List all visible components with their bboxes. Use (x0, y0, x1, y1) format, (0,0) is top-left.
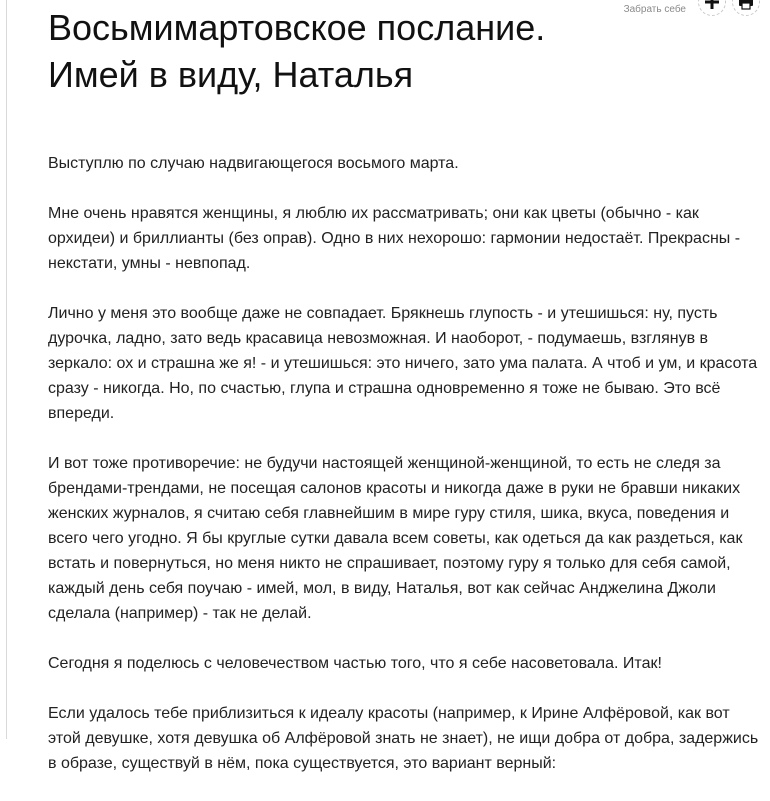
article-title: Восьмимартовское послание. Имей в виду, Наталья (48, 7, 546, 95)
article-body (48, 151, 760, 776)
paragraph: И вот тоже противоречие: не будучи настоящей женщиной-женщиной, то есть не следя за брендами-трендами, не посещая салонов красоты и никогда даже в руки не бравши никаких женских журналов, я считаю себя главнейшим в мире гуру стиля, шика, вкуса, поведения и всего чего угодно. Я бы круглые сутки давала всем советы, как одеться да как раздеться, как встать и повернуться, но меня никто не спрашивает, поэтому гуру я только для себя самой, каждый день себя поучаю - имей, мол, в виду, Наталья, вот как сейчас Анджелина Джоли сделала (например) - так не делай. (48, 455, 743, 622)
paragraph: Выступлю по случаю надвигающегося восьмого марта. (48, 155, 459, 172)
article (48, 0, 760, 801)
paragraph: Мне очень нравятся женщины, я люблю их рассматривать; они как цветы (обычно - как орхидеи) и бриллианты (без оправ). Одно в них нехорошо: гармонии недостаёт. Прекрасны - некстати, умны - невпопад. (48, 205, 741, 272)
save-label[interactable]: Забрать себе (623, 3, 686, 15)
page-border (6, 0, 7, 739)
paragraph: Если удалось тебе приблизиться к идеалу красоты (например, к Ирине Алфёровой, как вот этой девушке, хотя девушка об Алфёровой знать не знает), не ищи добра от добра, задержись в образе, существуй в нём, пока существуется, это вариант верный: (48, 705, 759, 772)
paragraph: Сегодня я поделюсь с человечеством частью того, что я себе насоветовала. Итак! (48, 655, 662, 672)
paragraph: Лично у меня это вообще даже не совпадает. Брякнешь глупость - и утешишься: ну, пусть дурочка, ладно, зато ведь красавица невозможная. И наоборот, - подумаешь, взглянув в зеркало: ох и страшна же я! - и утешишься: это ничего, зато ума палата. А чтоб и ум, и красота сразу - никогда. Но, по счастью, глупа и страшна одновременно я тоже не бываю. Это всё впереди. (48, 305, 758, 422)
